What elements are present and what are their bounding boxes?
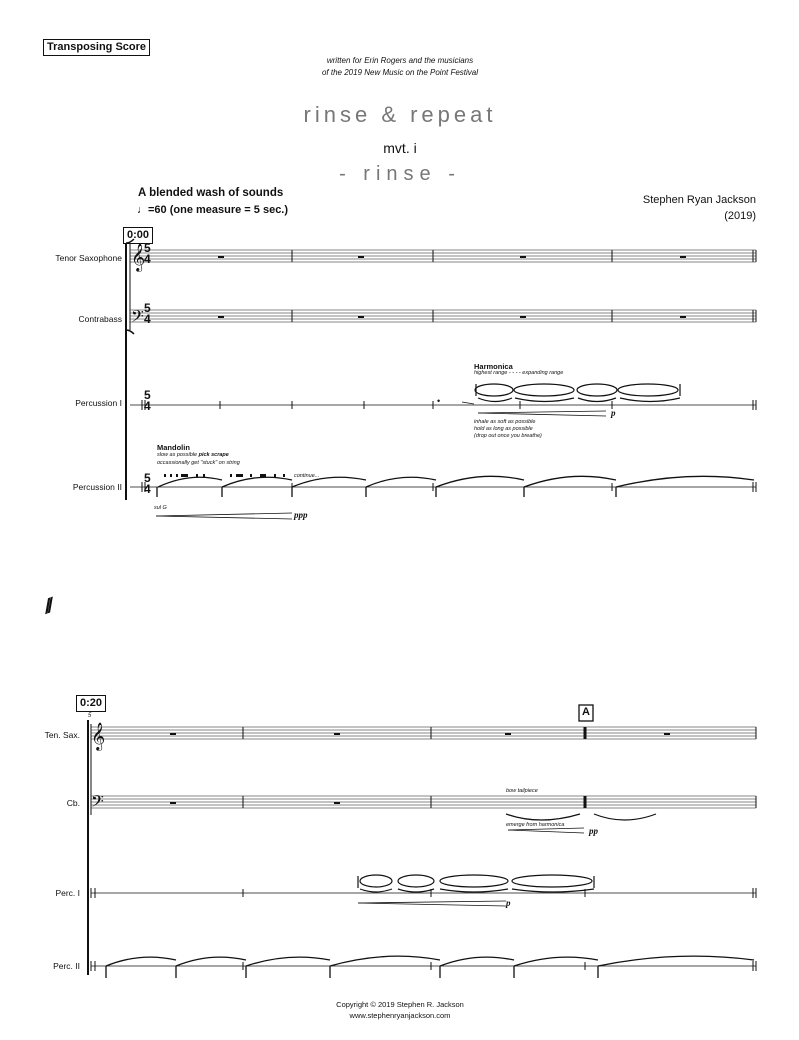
bass-clef-icon: 𝄢 [131,308,144,330]
time-box-system-1: 0:00 [123,227,153,244]
whole-rests-system-1 [218,256,686,318]
page-title: rinse & repeat [303,102,497,127]
mandolin-note-1: slow as possible pick scrape [157,452,229,458]
harmonica-note-2: hold as long as possible [474,426,533,432]
perc1-dynamic: p [506,898,511,908]
mandolin-string: sul G [154,505,167,511]
harmonica-dynamic: p [611,408,616,418]
instrument-label-tenor-saxophone: Tenor Saxophone [55,253,122,263]
mandolin-slurs [156,476,754,519]
movement-subtitle: - rinse - [339,163,461,185]
time-box-system-2: 0:20 [76,695,106,712]
staff-cb [91,796,756,808]
time-sig-percussion-1: 5 4 [144,388,151,413]
movement-title: mvt. i [383,140,417,156]
tempo-text: A blended wash of sounds [138,187,284,199]
transposing-score-badge: Transposing Score [43,39,150,56]
dedication-line-2: of the 2019 New Music on the Point Festival [321,68,479,77]
bass-dynamic: pp [589,826,598,836]
harmonica-note-3: (drop out once you breathe) [474,433,542,439]
mandolin-dynamic: ppp [294,510,308,520]
instrument-label-perc-1: Perc. I [55,888,80,898]
instrument-label-contrabass: Contrabass [78,314,122,324]
measure-number: 5 [88,713,92,719]
mandolin-note-2: occassionally get "stuck" on string [157,460,240,466]
website-link[interactable]: www.stephenryanjackson.com [349,1011,451,1020]
treble-clef-icon: 𝄞 [131,244,146,271]
copyright: Copyright © 2019 Stephen R. Jackson [336,1000,464,1009]
dedication-line-1: written for Erin Rogers and the musicians [326,56,474,65]
rehearsal-mark: A [582,706,590,718]
instrument-label-ten-sax: Ten. Sax. [44,730,80,740]
harmonica-notes [462,384,680,416]
mandolin-continue: continue... [294,473,320,479]
harmonica-range-note: highest range - - - - expanding range [474,370,564,376]
perc1-harmonica-notes [358,875,594,906]
system-break-marker: // [45,595,51,619]
time-sig-tenor-sax: 5 4 [144,241,151,266]
harmonica-note-1: inhale as soft as possible [474,419,536,425]
bass-clef-icon-2: 𝄢 [91,793,104,815]
staff-ten-sax [91,727,756,739]
composer-name: Stephen Ryan Jackson [642,194,756,206]
instrument-label-percussion-2: Percussion II [72,482,122,492]
tempo-marking: ♩=60 (one measure = 5 sec.) [137,204,289,216]
harmonica-title: Harmonica [474,362,513,371]
time-sig-contrabass: 5 4 [144,301,151,326]
bass-note-emerge: emerge from harmonica [506,822,565,828]
instrument-label-cb: Cb. [66,798,80,808]
perc2-slurs [106,956,754,978]
instrument-label-percussion-1: Percussion I [75,398,122,408]
instrument-label-perc-2: Perc. II [53,961,80,971]
bass-note-bow-tailpiece: bow tailpiece [506,788,538,794]
composition-year: (2019) [724,210,756,222]
mandolin-title: Mandolin [157,443,190,452]
time-sig-percussion-2: 5 4 [144,471,151,496]
svg-text:•: • [437,396,441,406]
barlines-system-1 [292,250,756,322]
treble-clef-icon-2: 𝄞 [91,723,106,750]
